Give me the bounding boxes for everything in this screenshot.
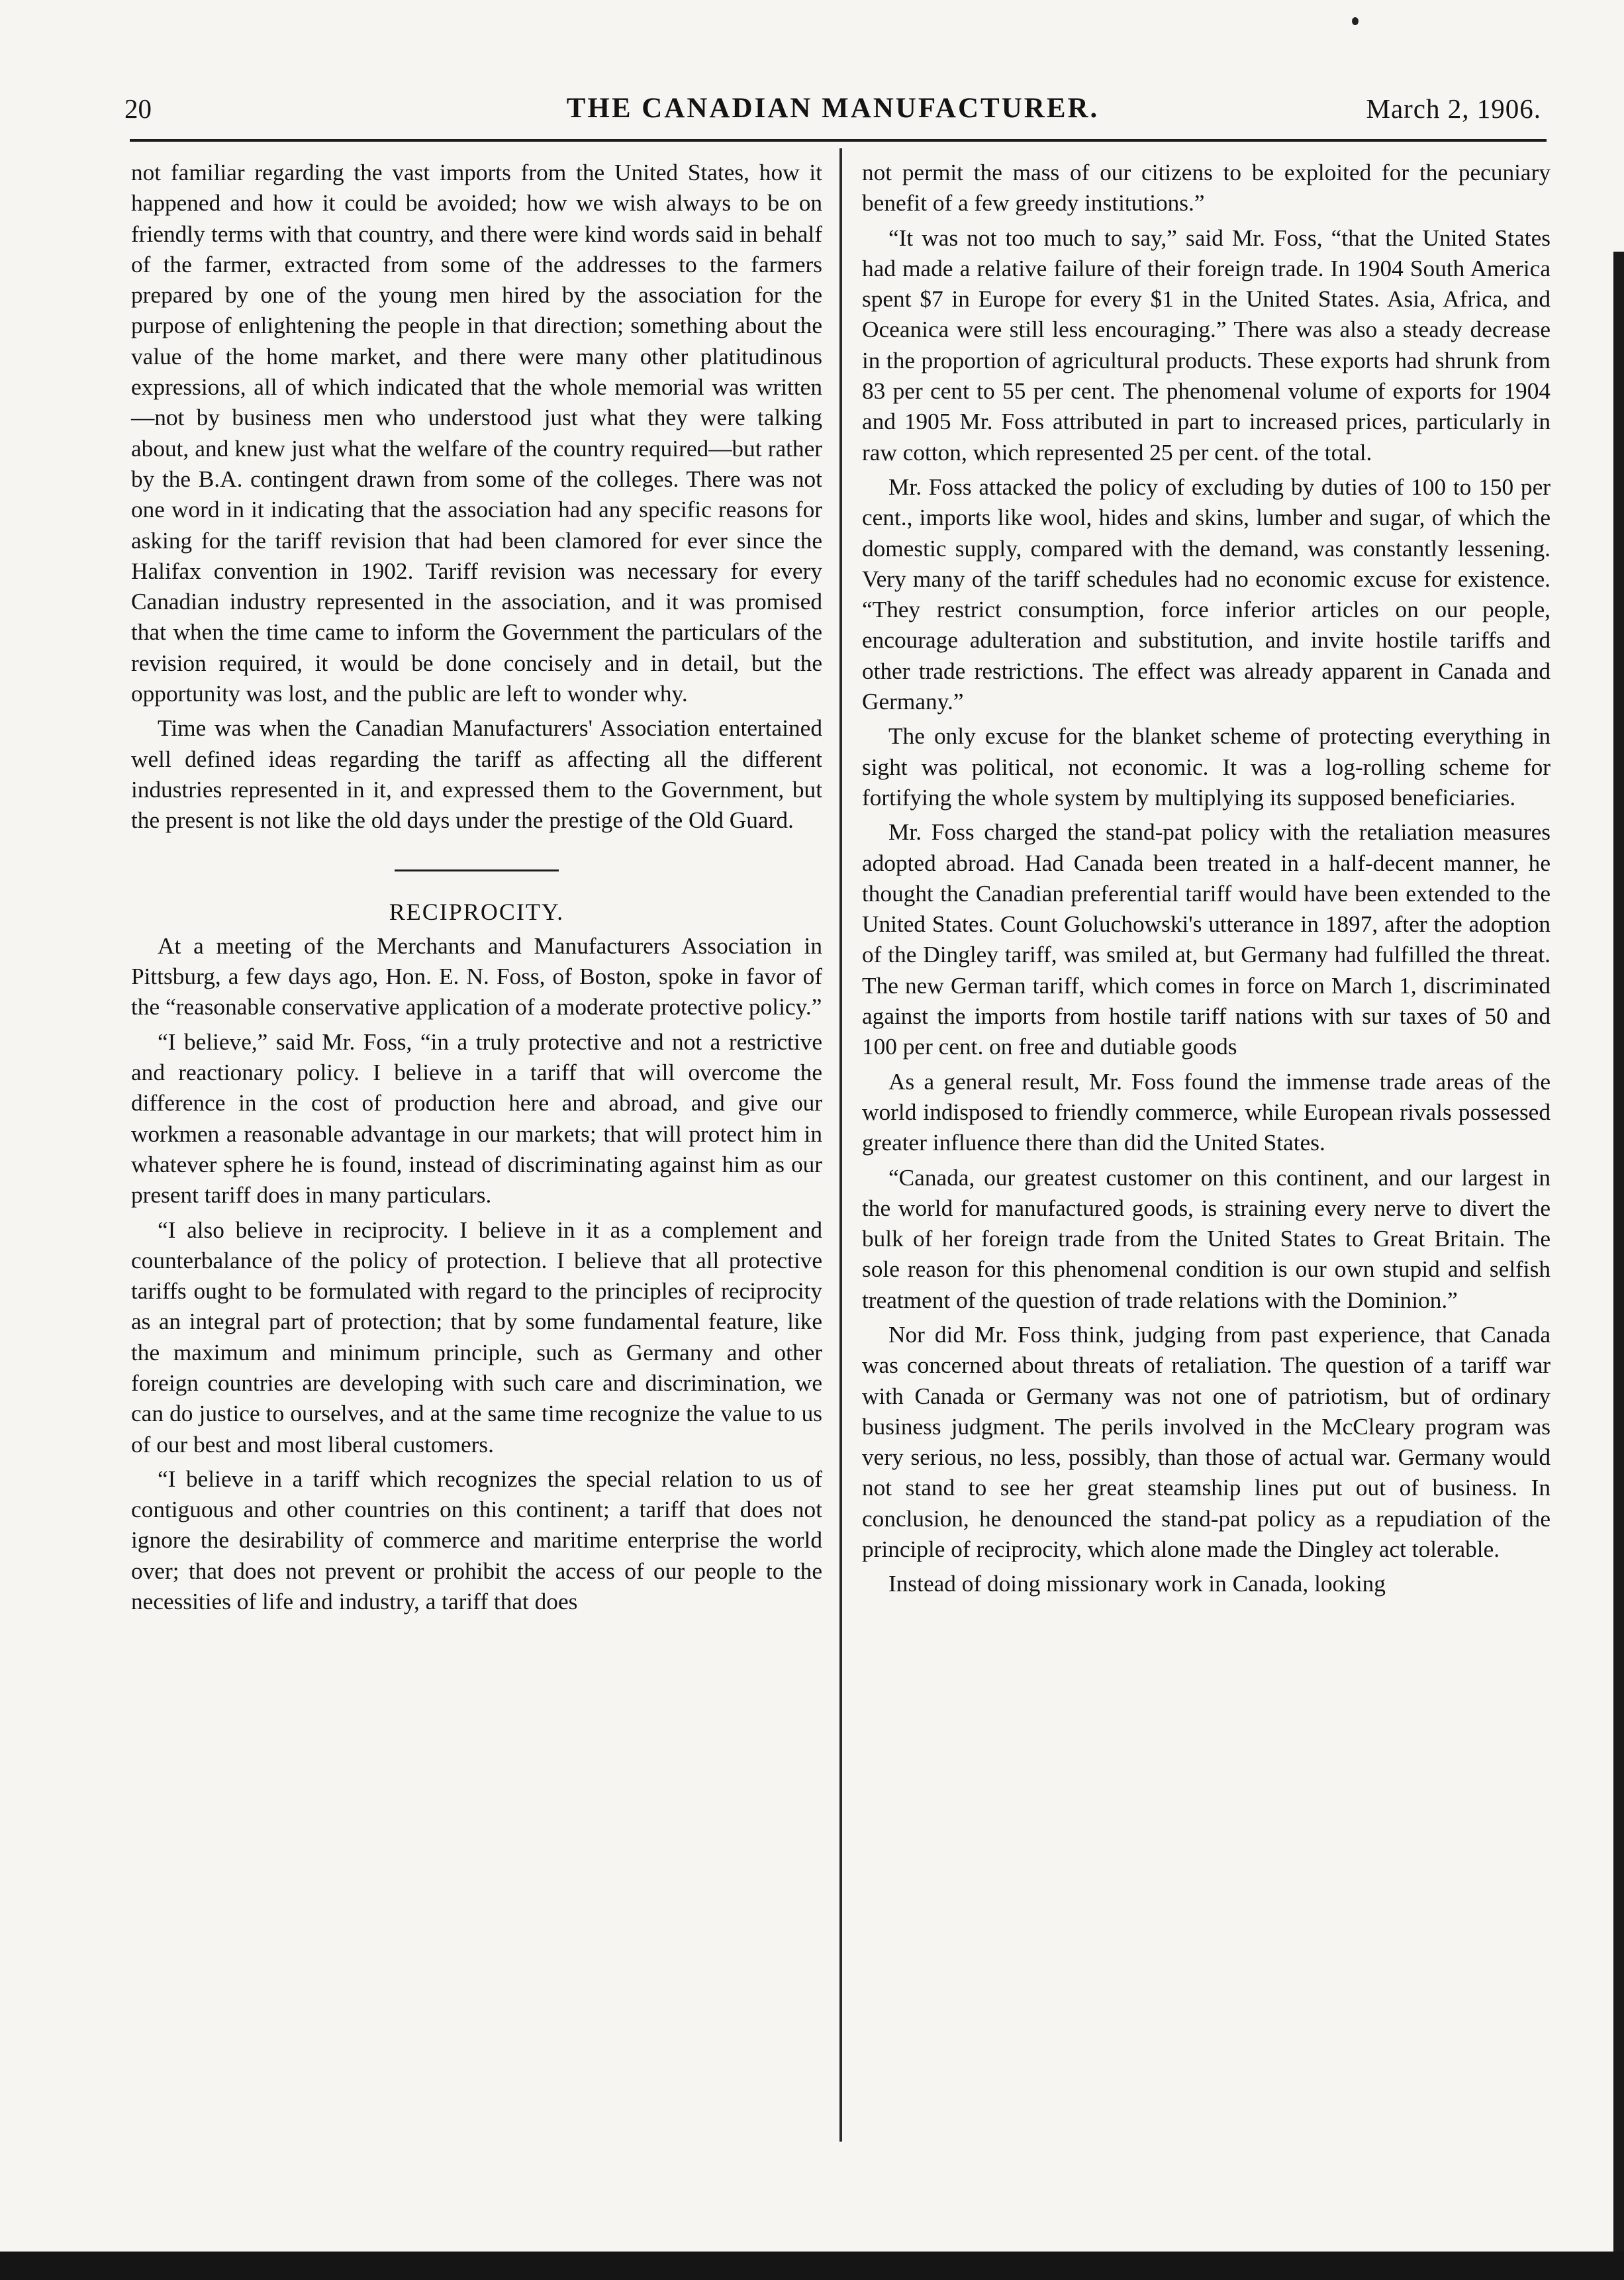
paragraph: As a general result, Mr. Foss found the immense trade areas of the world indisposed to friendly commerce, while European rivals possessed greater influence there than did the United States. xyxy=(862,1068,1551,1156)
left-column xyxy=(131,158,822,1617)
paragraph: At a meeting of the Merchants and Manufacturers Association in Pittsburg, a few days ago, Hon. E. N. Foss, of Boston, spoke in favor of the “reasonable conservative application of a moderate protective policy.” xyxy=(131,932,822,1020)
paragraph: “It was not too much to say,” said Mr. Foss, “that the United States had made a relative failure of their foreign trade. In 1904 South America spent $7 in Europe for every $1 in the United States. Asia, Africa, and Oceanica were still less encouraging.” There was also a steady decrease in the proportion of agricultural products. These exports had shrunk from 83 per cent to 55 per cent. The phenomenal volume of exports for 1904 and 1905 Mr. Foss attributed in part to increased prices, particularly in raw cotton, which represented 25 per cent. of the total. xyxy=(862,224,1551,466)
paragraph: “I also believe in reciprocity. I believe in it as a complement and counterbalance of the policy of protection. I believe that all protective tariffs ought to be formulated with regard to the principles of reciprocity as an integral part of protection; that by some fundamental feature, like the maximum and minimum principle, such as Germany and other foreign countries are developing with such care and discrimination, we can do justice to ourselves, and at the same time recognize the value to us of our best and most liberal customers. xyxy=(131,1216,822,1458)
right-column xyxy=(862,158,1551,1600)
column-divider xyxy=(839,148,842,2142)
section-divider xyxy=(395,869,559,871)
paragraph: “I believe,” said Mr. Foss, “in a truly protective and not a restrictive and reactionary policy. I believe in a tariff that will overcome the difference in the cost of production here and abroad, and give our workmen a reasonable advantage in our markets; that will protect him in whatever sphere he is found, instead of discriminating against him as our present tariff does in many particulars. xyxy=(131,1028,822,1209)
paragraph: not permit the mass of our citizens to be exploited for the pecuniary benefit of a few greedy institutions.” xyxy=(862,160,1551,217)
paragraph: The only excuse for the blanket scheme of protecting everything in sight was political, not economic. It was a log-rolling scheme for fortifying the whole system by multiplying its supposed beneficiaries. xyxy=(862,723,1551,811)
header-rule xyxy=(130,139,1547,142)
page-number: 20 xyxy=(124,93,152,124)
paragraph: “Canada, our greatest customer on this continent, and our largest in the world for manufactured goods, is straining every nerve to divert the bulk of her foreign trade from the United States to Great Britain. The sole reason for this phenomenal condition is our own stupid and selfish treatment of the question of trade relations with the Dominion.” xyxy=(862,1164,1551,1313)
issue-date: March 2, 1906. xyxy=(1366,93,1541,124)
paragraph: “I believe in a tariff which recognizes the special relation to us of contiguous and other countries on this continent; a tariff that does not ignore the desirability of commerce and maritime enterprise the world over; that does not prevent or prohibit the access of our people to the necessities of life and industry, a tariff that does xyxy=(131,1465,822,1615)
section-heading: RECIPROCITY. xyxy=(389,898,565,925)
paragraph: not familiar regarding the vast imports from the United States, how it happened and how it could be avoided; how we wish always to be on friendly terms with that country, and there were kind words said in behalf of the farmer, extracted from some of the addresses to the farmers prepared by one of the young men hired by the association for the purpose of enlightening the people in that direction; something about the value of the home market, and there were many other platitudinous expressions, all of which indicated that the whole memorial was written—not by business men who understood just what they were talking about, and knew just what the welfare of the country required—but rather by the B.A. contingent drawn from some of the colleges. There was not one word in it indicating that the association had any specific reasons for asking for the tariff revision that had been clamored for ever since the Halifax convention in 1902. Tariff revision was necessary for every Canadian industry represented in the association, and it was promised that when the time came to inform the Government the particulars of the revision required, it would be done concisely and in detail, but the opportunity was lost, and the public are left to wonder why. xyxy=(131,160,822,707)
paragraph: Time was when the Canadian Manufacturers' Association entertained well defined ideas regarding the tariff as affecting all the different industries represented in it, and expressed them to the Government, but the present is not like the old days under the prestige of the Old Guard. xyxy=(131,715,822,834)
publication-title: THE CANADIAN MANUFACTURER. xyxy=(566,93,1100,124)
paragraph: Mr. Foss attacked the policy of excluding by duties of 100 to 150 per cent., imports like wool, hides and skins, lumber and sugar, of which the domestic supply, compared with the demand, was constantly lessening. Very many of the tariff schedules had no economic excuse for existence. “They restrict consumption, force inferior articles on our people, encourage adulteration and substitution, and invite hostile tariffs and other trade restrictions. The effect was already apparent in Canada and Germany.” xyxy=(862,473,1551,715)
scan-edge-shadow xyxy=(1613,252,1624,2280)
ink-speck xyxy=(1352,17,1359,25)
running-header xyxy=(124,82,1541,135)
scan-bottom-edge xyxy=(0,2252,1624,2280)
paragraph: Mr. Foss charged the stand-pat policy with the retaliation measures adopted abroad. Had Canada been treated in a half-decent manner, he thought the Canadian preferential tariff would have been extended to the United States. Count Goluchowski's utterance in 1897, after the adoption of the Dingley tariff, was smiled at, but Germany had fulfilled the threat. The new German tariff, which comes in force on March 1, discriminated against the imports from hostile tariff nations with sur taxes of 50 and 100 per cent. on free and dutiable goods xyxy=(862,819,1551,1060)
paragraph: Nor did Mr. Foss think, judging from past experience, that Canada was concerned about threats of retaliation. The question of a tariff war with Canada or Germany was not one of patriotism, but of ordinary business judgment. The perils involved in the McCleary program was very serious, no less, possibly, than those of actual war. Germany would not stand to see her great steamship lines put out of business. In conclusion, he denounced the stand-pat policy as a repudiation of the principle of reciprocity, which alone made the Dingley act tolerable. xyxy=(862,1321,1551,1563)
paragraph: Instead of doing missionary work in Canada, looking xyxy=(888,1571,1386,1597)
